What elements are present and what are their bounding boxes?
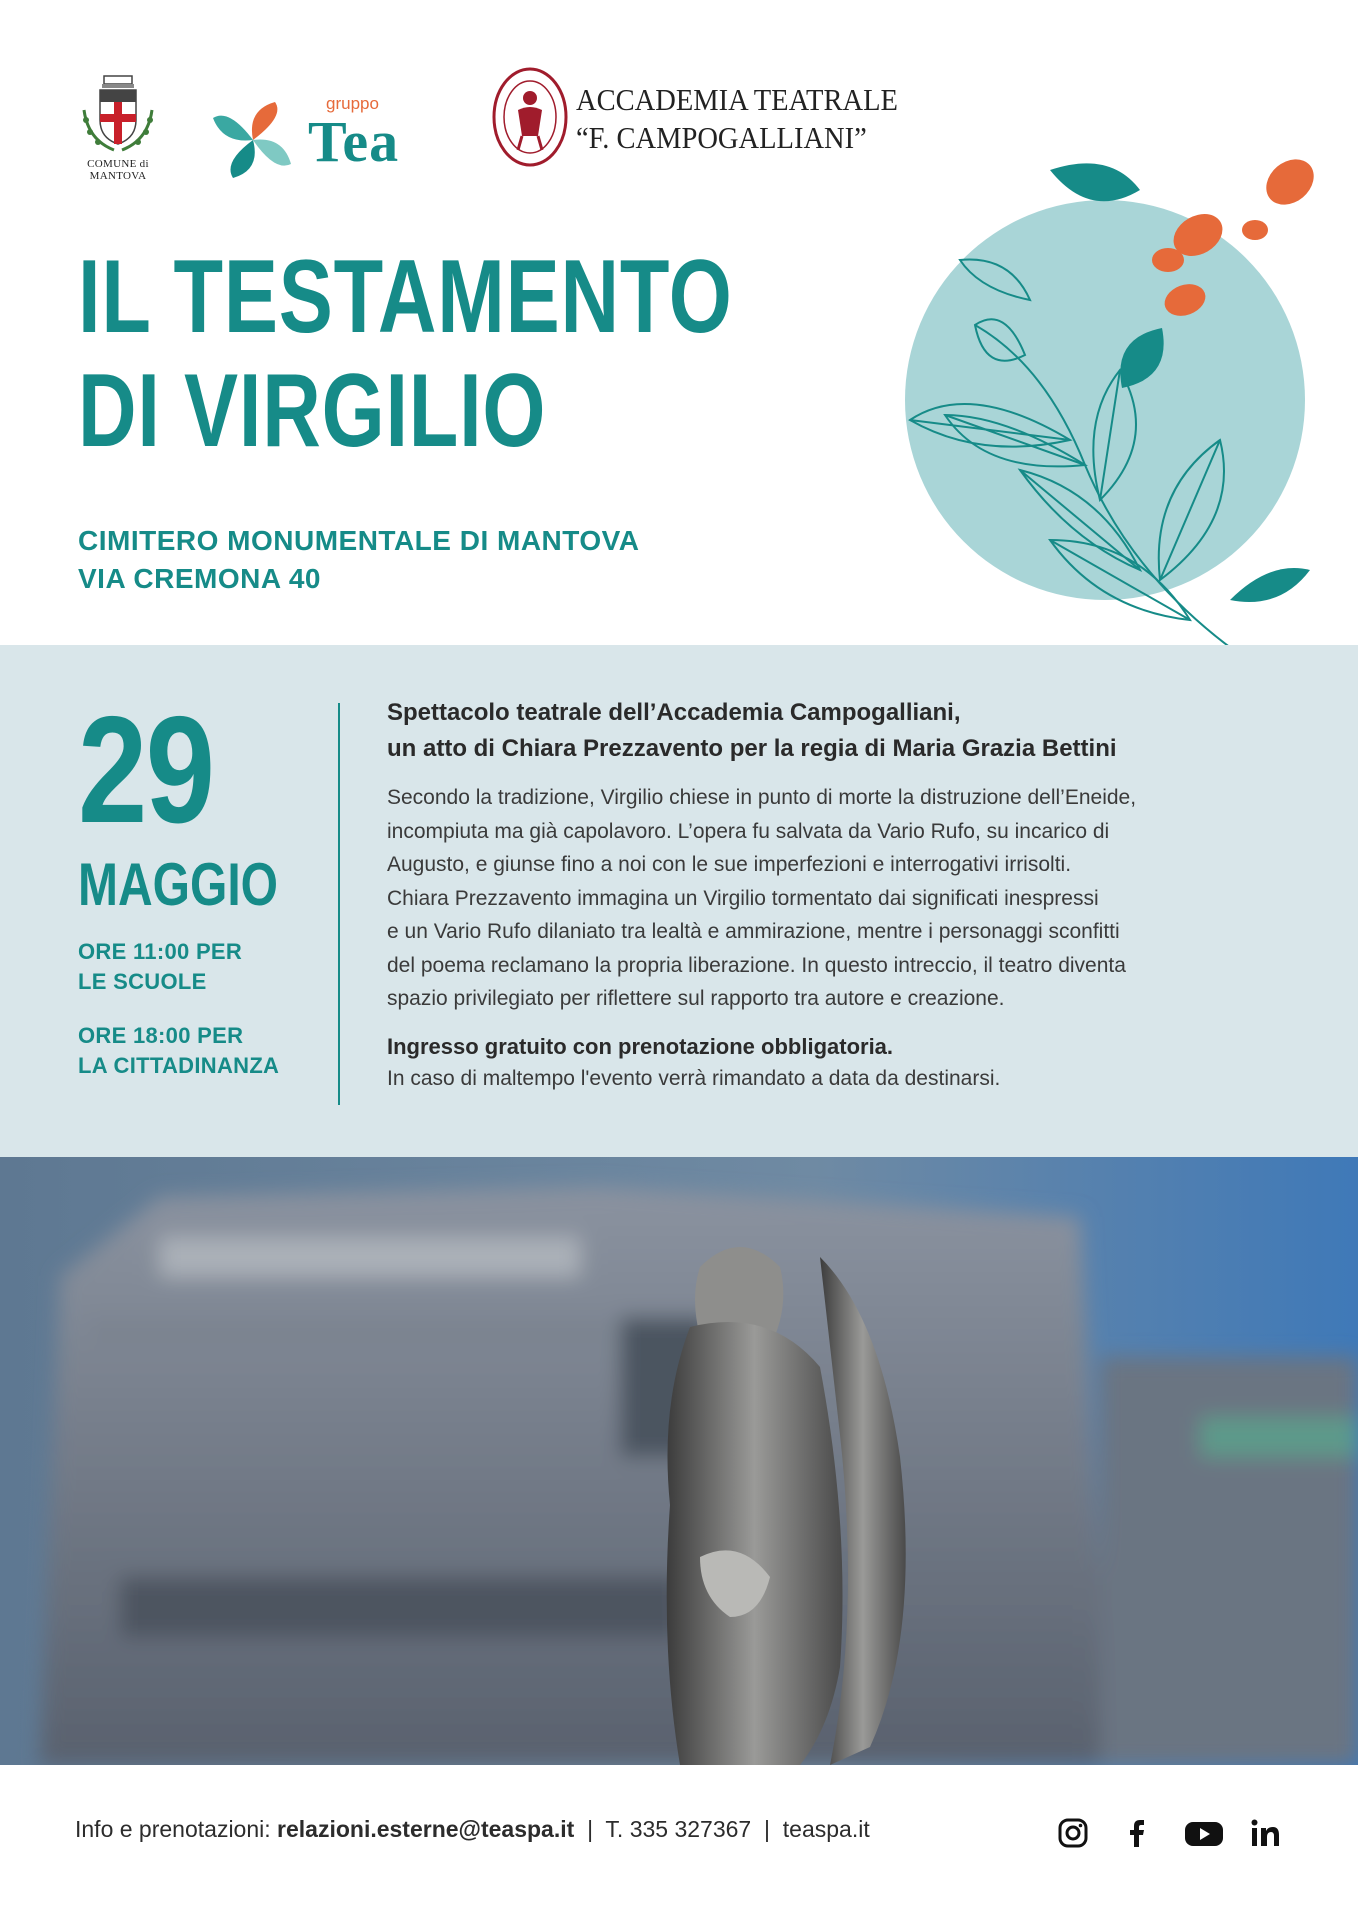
tea-gruppo-label: gruppo [326, 94, 379, 113]
social-links [1056, 1816, 1282, 1850]
info-band [0, 645, 1358, 1157]
description-line: incompiuta ma già capolavoro. L’opera fu salvata da Vario Rufo, su incarico di [387, 819, 1110, 843]
accademia-subname: “F. CAMPOGALLIANI” [576, 120, 867, 155]
youtube-icon[interactable] [1184, 1816, 1218, 1850]
headline-line-1: Spettacolo teatrale dell’Accademia Campogalliani, [387, 699, 961, 726]
info-label: Info e prenotazioni: [75, 1816, 278, 1842]
time-citizens [78, 1021, 308, 1081]
vertical-divider [338, 703, 340, 1105]
separator: | [574, 1816, 606, 1842]
event-title [78, 240, 733, 468]
contact-phone[interactable]: T. 335 327367 [605, 1816, 752, 1842]
title-line-2: DI VIRGILIO [78, 353, 547, 469]
contact-email-link[interactable]: relazioni.esterne@teaspa.it [277, 1816, 575, 1842]
location-line-1: CIMITERO MONUMENTALE DI MANTOVA [78, 525, 640, 556]
website-link[interactable]: teaspa.it [782, 1816, 870, 1842]
footer-contacts [75, 1816, 870, 1843]
instagram-icon[interactable] [1056, 1816, 1090, 1850]
event-location [78, 522, 639, 598]
weather-notice: In caso di maltempo l'evento verrà rimandato a data da destinarsi. [387, 1066, 1001, 1090]
location-line-2: VIA CREMONA 40 [78, 563, 321, 594]
comune-crest-icon [78, 70, 158, 156]
description-line: e un Vario Rufo dilaniato tra lealtà e ammirazione, mentre i personaggi sconfitti [387, 920, 1120, 943]
separator: | [751, 1816, 783, 1842]
description-line: Secondo la tradizione, Virgilio chiese in punto di morte la distruzione dell’Eneide, [387, 786, 1137, 809]
gruppo-tea-logo [198, 90, 448, 200]
tea-pinwheel-icon [198, 90, 308, 190]
facebook-icon[interactable] [1120, 1816, 1154, 1850]
description-column [387, 695, 1297, 1094]
tea-wordmark: Tea [308, 109, 400, 174]
description-line: Chiara Prezzavento immagina un Virgilio tormentato dai significati inespressi [387, 886, 1099, 910]
time-citizens-line-2: LA CITTADINANZA [78, 1053, 280, 1078]
headline-line-2: un atto di Chiara Prezzavento per la regia di Maria Grazia Bettini [387, 735, 1117, 762]
linkedin-icon[interactable] [1248, 1816, 1282, 1850]
description-line: Augusto, e giunse fino a noi con le sue imperfezioni e interrogativi irrisolti. [387, 853, 1072, 876]
time-citizens-line-1: ORE 18:00 PER [78, 1023, 244, 1048]
leaves-illustration-icon [800, 150, 1358, 680]
free-entry-notice: Ingresso gratuito con prenotazione obbligatoria. [387, 1033, 894, 1059]
comune-di-mantova-logo [78, 70, 158, 182]
botanical-decoration [800, 150, 1358, 680]
accademia-name: ACCADEMIA TEATRALE [576, 82, 898, 117]
event-month: MAGGIO [78, 851, 278, 918]
title-line-1: IL TESTAMENTO [78, 239, 733, 355]
description-line: spazio privilegiato per riflettere sul rapporto tra autore e creazione. [387, 987, 1005, 1010]
angel-statue-photo [0, 1157, 1358, 1765]
time-schools [78, 937, 308, 997]
event-day: 29 [78, 685, 214, 855]
event-description [387, 781, 1297, 1016]
accademia-seal-icon [488, 64, 572, 170]
angel-statue-image [0, 1157, 1358, 1765]
description-line: del poema reclamano la propria liberazione. In questo intreccio, il teatro diventa [387, 953, 1126, 977]
time-schools-line-1: ORE 11:00 PER [78, 939, 243, 964]
time-schools-line-2: LE SCUOLE [78, 969, 207, 994]
comune-label: COMUNE di MANTOVA [87, 158, 149, 182]
event-headline [387, 695, 1297, 767]
date-column [78, 685, 308, 1081]
